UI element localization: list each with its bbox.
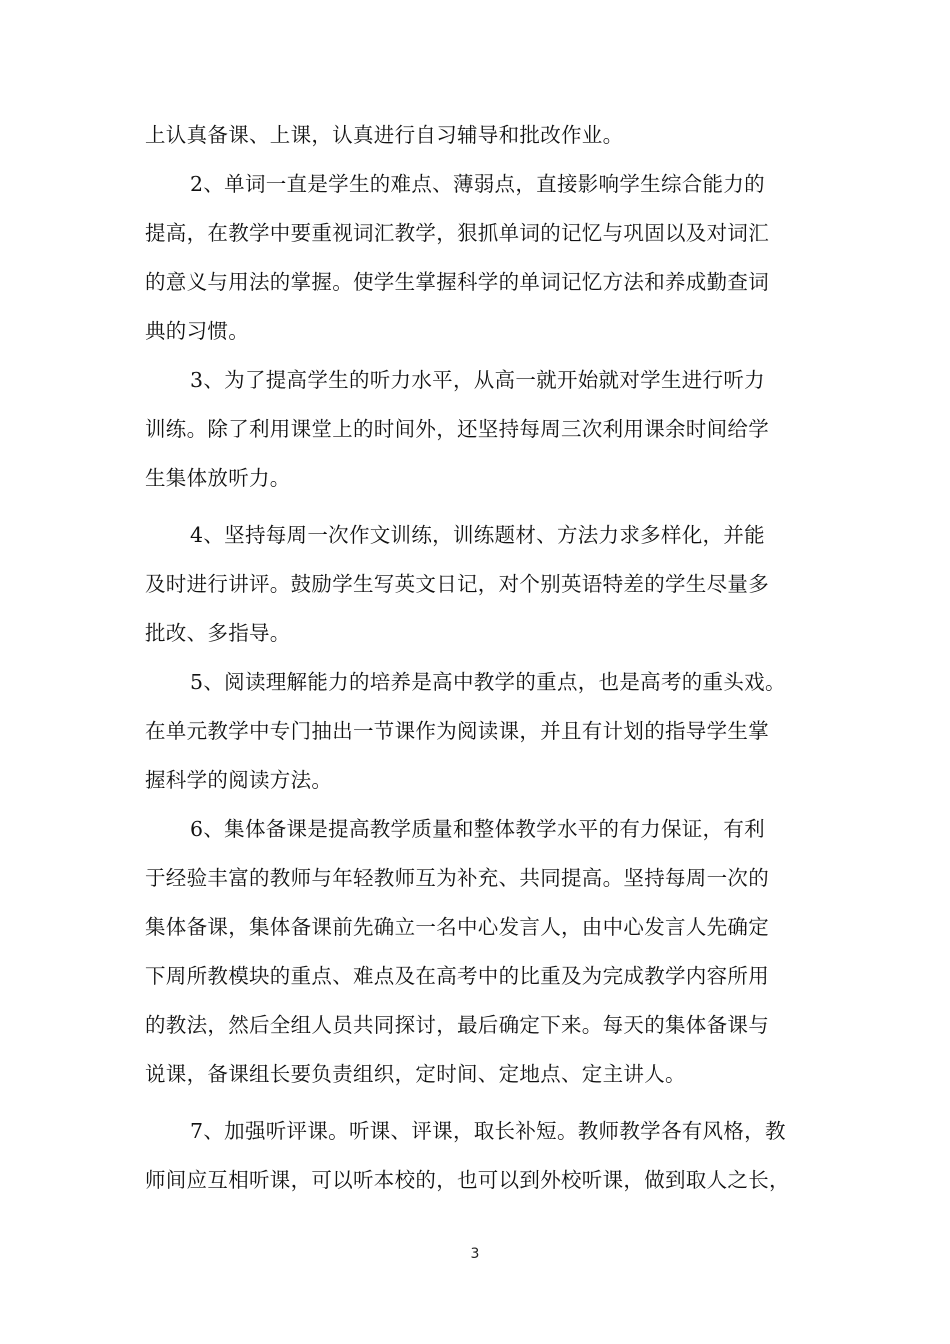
text-line: 典的习惯。 xyxy=(145,319,249,343)
text-line: 及时进行讲评。鼓励学生写英文日记，对个别英语特差的学生尽量多 xyxy=(145,572,769,596)
text-line: 生集体放听力。 xyxy=(145,466,291,490)
text-line: 提高，在教学中要重视词汇教学，狠抓单词的记忆与巩固以及对词汇 xyxy=(145,221,769,245)
text-line: 训练。除了利用课堂上的时间外，还坚持每周三次利用课余时间给学 xyxy=(145,417,769,441)
text-line: 师间应互相听课，可以听本校的，也可以到外校听课，做到取人之长， xyxy=(145,1168,790,1192)
text-line: 握科学的阅读方法。 xyxy=(145,768,333,792)
text-line: 3、为了提高学生的听力水平，从高一就开始就对学生进行听力 xyxy=(190,368,765,392)
text-line: 下周所教模块的重点、难点及在高考中的比重及为完成教学内容所用 xyxy=(145,964,769,988)
text-line: 的意义与用法的掌握。使学生掌握科学的单词记忆方法和养成勤查词 xyxy=(145,270,769,294)
text-line: 批改、多指导。 xyxy=(145,621,291,645)
text-line: 集体备课，集体备课前先确立一名中心发言人，由中心发言人先确定 xyxy=(145,915,769,939)
text-line: 5、阅读理解能力的培养是高中教学的重点，也是高考的重头戏。 xyxy=(190,670,786,694)
text-line: 4、坚持每周一次作文训练，训练题材、方法力求多样化，并能 xyxy=(190,523,765,547)
text-line: 7、加强听评课。听课、评课，取长补短。教师教学各有风格，教 xyxy=(190,1119,786,1143)
text-line: 说课，备课组长要负责组织，定时间、定地点、定主讲人。 xyxy=(145,1062,686,1086)
text-line: 上认真备课、上课，认真进行自习辅导和批改作业。 xyxy=(145,123,624,147)
text-line: 的教法，然后全组人员共同探讨，最后确定下来。每天的集体备课与 xyxy=(145,1013,769,1037)
text-line: 2、单词一直是学生的难点、薄弱点，直接影响学生综合能力的 xyxy=(190,172,765,196)
text-line: 在单元教学中专门抽出一节课作为阅读课，并且有计划的指导学生掌 xyxy=(145,719,769,743)
page-number: 3 xyxy=(470,1246,480,1262)
text-line: 于经验丰富的教师与年轻教师互为补充、共同提高。坚持每周一次的 xyxy=(145,866,769,890)
text-line: 6、集体备课是提高教学质量和整体教学水平的有力保证，有利 xyxy=(190,817,765,841)
